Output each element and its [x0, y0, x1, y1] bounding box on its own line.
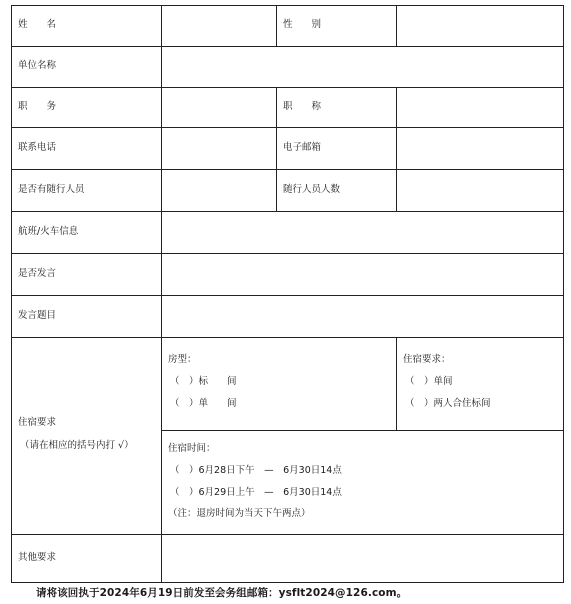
requirement-option-single[interactable]: （ ）单间 [405, 376, 453, 387]
companion-count-label: 随行人员人数 [283, 184, 341, 195]
travel-label: 航班/火车信息 [18, 226, 79, 237]
room-type-option-single[interactable]: （ ）单 间 [170, 398, 237, 409]
stay-time-option-1[interactable]: （ ）6月28日下午 — 6月30日14点 [170, 465, 342, 476]
room-type-option-standard[interactable]: （ ）标 间 [170, 376, 237, 387]
speech-label: 是否发言 [18, 268, 57, 279]
other-label: 其他要求 [18, 552, 57, 563]
requirement-option-shared[interactable]: （ ）两人合住标间 [405, 398, 491, 409]
title-label: 职 称 [283, 101, 322, 112]
org-label: 单位名称 [18, 60, 57, 71]
position-label: 职 务 [18, 101, 57, 112]
email-label: 电子邮箱 [283, 142, 322, 153]
companion-label: 是否有随行人员 [18, 184, 85, 195]
requirement-title: 住宿要求： [403, 354, 451, 365]
speech-topic-label: 发言题目 [18, 310, 57, 321]
name-label: 姓 名 [18, 19, 57, 30]
footer-instruction: 请将该回执于2024年6月19日前发至会务组邮箱：ysflt2024@126.com。 [36, 587, 408, 599]
stay-time-option-2[interactable]: （ ）6月29日上午 — 6月30日14点 [170, 487, 342, 498]
gender-label: 性 别 [283, 19, 322, 30]
accommodation-label: 住宿要求 [18, 417, 57, 428]
room-type-title: 房型： [168, 354, 197, 365]
phone-label: 联系电话 [18, 142, 57, 153]
registration-form [11, 5, 564, 583]
stay-time-title: 住宿时间： [168, 443, 216, 454]
accommodation-note: （请在相应的括号内打 √） [20, 440, 134, 451]
checkout-note: （注：退房时间为当天下午两点） [168, 508, 311, 519]
